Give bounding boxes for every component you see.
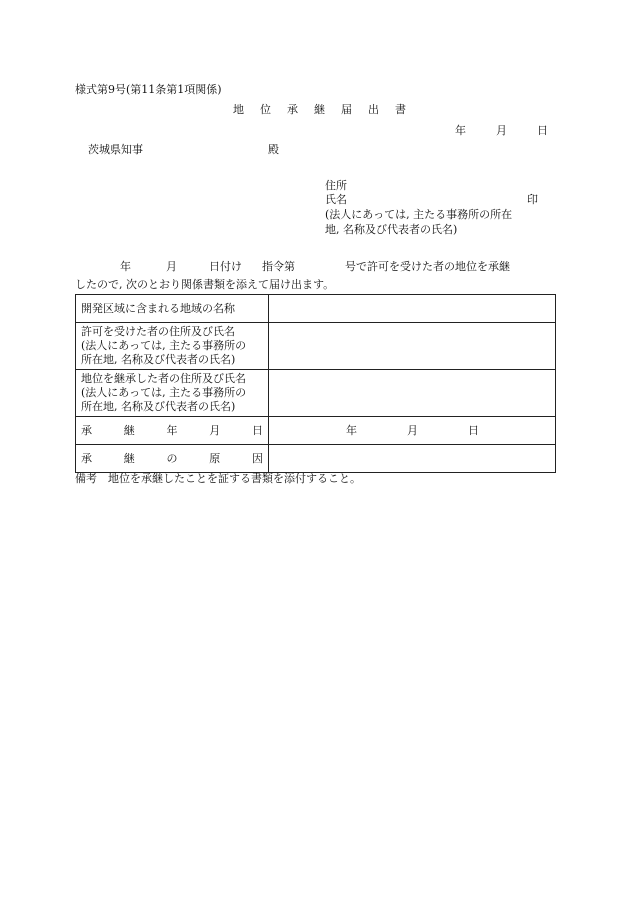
date-month: 月 bbox=[407, 423, 418, 437]
form-number: 様式第9号(第11条第1項関係) bbox=[75, 83, 222, 96]
label-char: 因 bbox=[252, 451, 263, 465]
label-char: 承 bbox=[81, 451, 92, 465]
body-month: 月 bbox=[166, 260, 177, 273]
value-successor[interactable] bbox=[269, 370, 556, 417]
label-successor bbox=[76, 370, 269, 417]
body-rest: 号で許可を受けた者の地位を承継 bbox=[345, 260, 510, 273]
honorific: 殿 bbox=[268, 143, 279, 156]
remark-note: 備考 地位を承継したことを証する書類を添付すること。 bbox=[75, 472, 361, 485]
value-succession-date[interactable] bbox=[269, 417, 556, 445]
label-char: の bbox=[166, 451, 178, 465]
label-char: 承 bbox=[81, 423, 92, 437]
date-day: 日 bbox=[537, 124, 548, 137]
seal-mark: 印 bbox=[527, 193, 538, 206]
name-label: 氏名 bbox=[325, 193, 347, 206]
date-day: 日 bbox=[468, 423, 479, 437]
label-line: 地位を継承した者の住所及び氏名 bbox=[81, 372, 246, 385]
label-line: (法人にあっては, 主たる事務所の bbox=[81, 339, 247, 352]
title-char: 継 bbox=[314, 103, 325, 116]
addressee: 茨城県知事 bbox=[88, 143, 143, 156]
label-line: 所在地, 名称及び代表者の氏名) bbox=[81, 353, 236, 366]
label-char: 原 bbox=[209, 451, 221, 465]
label-line: 所在地, 名称及び代表者の氏名) bbox=[81, 400, 236, 413]
table-row bbox=[76, 417, 556, 445]
label-development-area: 開発区域に含まれる地域の名称 bbox=[76, 295, 269, 323]
label-char: 日 bbox=[252, 423, 263, 437]
title-char: 出 bbox=[368, 103, 379, 116]
label-char: 継 bbox=[123, 451, 135, 465]
label-char: 年 bbox=[166, 423, 178, 437]
label-line: 許可を受けた者の住所及び氏名 bbox=[81, 325, 235, 338]
title-char: 届 bbox=[341, 103, 352, 116]
body-order: 指令第 bbox=[262, 260, 295, 273]
title-char: 地 bbox=[233, 103, 244, 116]
label-char: 月 bbox=[209, 423, 221, 437]
document-title bbox=[233, 103, 422, 117]
label-line: (法人にあっては, 主たる事務所の bbox=[81, 386, 247, 399]
corporate-note-line2: 地, 名称及び代表者の氏名) bbox=[325, 223, 458, 236]
address-label: 住所 bbox=[325, 179, 347, 192]
label-permit-holder bbox=[76, 323, 269, 370]
title-char: 位 bbox=[260, 103, 271, 116]
label-char: 継 bbox=[123, 423, 135, 437]
value-development-area[interactable] bbox=[269, 295, 556, 323]
label-succession-date bbox=[76, 417, 269, 445]
table-row bbox=[76, 323, 556, 370]
title-char: 書 bbox=[395, 103, 406, 116]
label-succession-reason bbox=[76, 445, 269, 473]
value-succession-reason[interactable] bbox=[269, 445, 556, 473]
table-row bbox=[76, 370, 556, 417]
body-text-line1 bbox=[120, 260, 510, 274]
submission-date bbox=[455, 124, 548, 138]
value-permit-holder[interactable] bbox=[269, 323, 556, 370]
date-month: 月 bbox=[496, 124, 507, 137]
date-year: 年 bbox=[346, 423, 357, 437]
table-row bbox=[76, 445, 556, 473]
title-char: 承 bbox=[287, 103, 298, 116]
body-text-line2: したので, 次のとおり関係書類を添えて届け出ます。 bbox=[75, 278, 335, 291]
table-row bbox=[76, 295, 556, 323]
body-year: 年 bbox=[120, 260, 131, 273]
corporate-note-line1: (法人にあっては, 主たる事務所の所在 bbox=[325, 208, 513, 221]
date-year: 年 bbox=[455, 124, 466, 137]
body-dated: 日付け bbox=[209, 260, 242, 273]
succession-table bbox=[75, 294, 556, 473]
